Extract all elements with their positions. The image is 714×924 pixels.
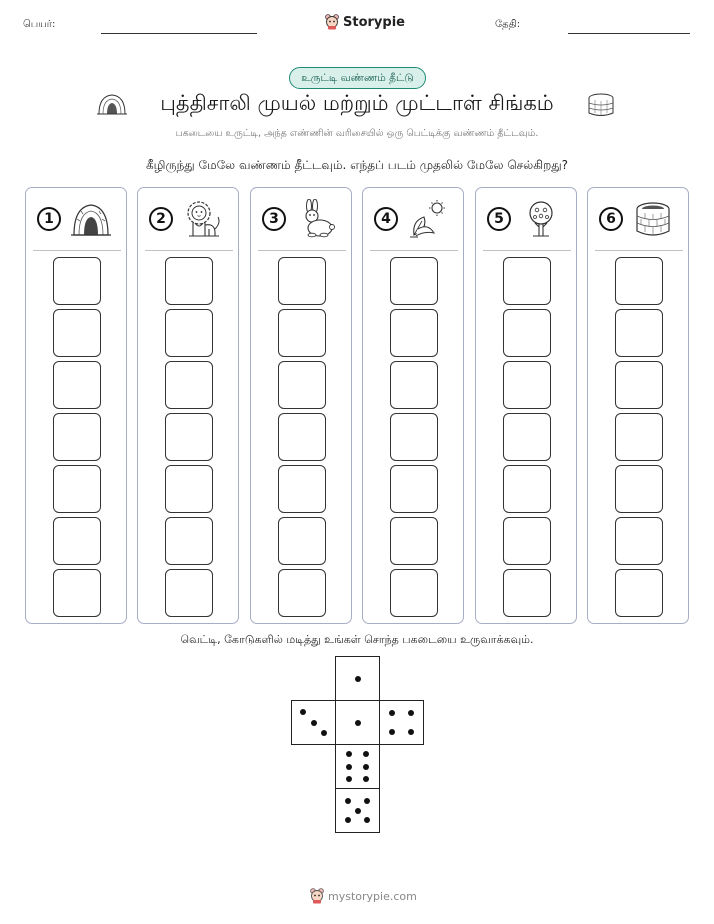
storypie-mascot-icon xyxy=(325,14,339,30)
dice-face-1 xyxy=(335,656,380,701)
cave-icon xyxy=(71,199,111,239)
color-box[interactable] xyxy=(165,309,213,357)
color-box[interactable] xyxy=(503,309,551,357)
footer-url: mystorypie.com xyxy=(328,889,417,903)
footer xyxy=(310,888,417,904)
color-box[interactable] xyxy=(390,361,438,409)
dice-pip xyxy=(345,817,351,823)
dice-pip xyxy=(364,798,370,804)
dice-pip xyxy=(346,776,352,782)
dice-face-5 xyxy=(335,788,380,833)
color-box[interactable] xyxy=(53,569,101,617)
color-box[interactable] xyxy=(390,569,438,617)
dice-face-4 xyxy=(379,700,424,745)
color-box[interactable] xyxy=(615,569,663,617)
color-box[interactable] xyxy=(503,517,551,565)
color-box[interactable] xyxy=(278,569,326,617)
storypie-mascot-icon xyxy=(310,888,324,904)
color-box[interactable] xyxy=(165,361,213,409)
dice-pip xyxy=(363,751,369,757)
column-number: 4 xyxy=(374,207,398,231)
color-box[interactable] xyxy=(165,413,213,461)
dice-face-1 xyxy=(335,700,380,745)
dice-pip xyxy=(363,776,369,782)
dice-pip xyxy=(389,729,395,735)
column-number: 5 xyxy=(487,207,511,231)
column-number: 6 xyxy=(599,207,623,231)
dice-pip xyxy=(408,729,414,735)
column-divider xyxy=(145,250,233,251)
color-box[interactable] xyxy=(165,257,213,305)
color-box[interactable] xyxy=(53,361,101,409)
column-divider xyxy=(370,250,458,251)
color-box[interactable] xyxy=(278,413,326,461)
dice-pip xyxy=(355,808,361,814)
color-box[interactable] xyxy=(53,309,101,357)
dice-pip xyxy=(346,751,352,757)
column-number: 1 xyxy=(37,207,61,231)
color-box[interactable] xyxy=(390,257,438,305)
column-divider xyxy=(33,250,121,251)
column-5 xyxy=(475,187,577,624)
dice-pip xyxy=(408,710,414,716)
dice-pip xyxy=(364,817,370,823)
dice-pip xyxy=(363,764,369,770)
column-divider xyxy=(595,250,683,251)
color-box[interactable] xyxy=(503,569,551,617)
dice-pip xyxy=(300,709,306,715)
color-box[interactable] xyxy=(615,465,663,513)
sun-leaf-icon xyxy=(408,199,448,239)
dice-pip xyxy=(321,730,327,736)
column-divider xyxy=(258,250,346,251)
column-divider xyxy=(483,250,571,251)
color-box[interactable] xyxy=(278,465,326,513)
color-box[interactable] xyxy=(53,517,101,565)
color-box[interactable] xyxy=(503,413,551,461)
brand-logo xyxy=(325,14,405,30)
column-3 xyxy=(250,187,352,624)
dice-pip xyxy=(311,720,317,726)
dice-pip xyxy=(355,720,361,726)
dice-pip xyxy=(345,798,351,804)
column-6 xyxy=(587,187,689,624)
color-box[interactable] xyxy=(278,361,326,409)
column-number: 2 xyxy=(149,207,173,231)
name-label: பெயர்: xyxy=(23,19,56,30)
question-text: கீழிருந்து மேலே வண்ணம் தீட்டவும். எந்தப் படம் முதலில் மேலே செல்கிறது? xyxy=(145,158,569,172)
rabbit-icon xyxy=(296,199,336,239)
subtitle: பகடையை உருட்டி, அந்த எண்ணின் வரிசையில் ஒரு பெட்டிக்கு வண்ணம் தீட்டவும். xyxy=(175,128,539,139)
color-box[interactable] xyxy=(615,309,663,357)
lion-icon xyxy=(183,199,223,239)
color-box[interactable] xyxy=(390,517,438,565)
color-box[interactable] xyxy=(615,413,663,461)
dice-face-6 xyxy=(335,744,380,789)
cut-fold-instruction: வெட்டி, கோடுகளில் மடித்து உங்கள் சொந்த பகடையை உருவாக்கவும். xyxy=(180,633,534,646)
dice-pip xyxy=(389,710,395,716)
dice-face-3 xyxy=(291,700,336,745)
color-box[interactable] xyxy=(615,517,663,565)
well-icon xyxy=(633,199,673,239)
dice-pip xyxy=(346,764,352,770)
well-icon xyxy=(586,93,616,117)
brand-name: Storypie xyxy=(343,14,405,30)
color-box[interactable] xyxy=(165,517,213,565)
color-box[interactable] xyxy=(53,257,101,305)
color-box[interactable] xyxy=(53,465,101,513)
color-box[interactable] xyxy=(390,413,438,461)
date-label: தேதி: xyxy=(495,19,521,30)
color-box[interactable] xyxy=(503,465,551,513)
color-box[interactable] xyxy=(615,257,663,305)
date-line xyxy=(568,33,690,34)
color-box[interactable] xyxy=(390,309,438,357)
color-box[interactable] xyxy=(615,361,663,409)
column-1 xyxy=(25,187,127,624)
name-line xyxy=(101,33,257,34)
color-box[interactable] xyxy=(165,569,213,617)
activity-badge: உருட்டி வண்ணம் தீட்டு xyxy=(289,67,426,89)
color-box[interactable] xyxy=(503,257,551,305)
color-box[interactable] xyxy=(278,517,326,565)
color-box[interactable] xyxy=(278,257,326,305)
column-number: 3 xyxy=(262,207,286,231)
color-box[interactable] xyxy=(165,465,213,513)
color-box[interactable] xyxy=(53,413,101,461)
color-box[interactable] xyxy=(278,309,326,357)
color-box[interactable] xyxy=(390,465,438,513)
column-2 xyxy=(137,187,239,624)
tree-icon xyxy=(521,199,561,239)
page-title: புத்திசாலி முயல் மற்றும் முட்டாள் சிங்கம் xyxy=(160,91,554,115)
color-box[interactable] xyxy=(503,361,551,409)
dice-pip xyxy=(355,676,361,682)
column-4 xyxy=(362,187,464,624)
